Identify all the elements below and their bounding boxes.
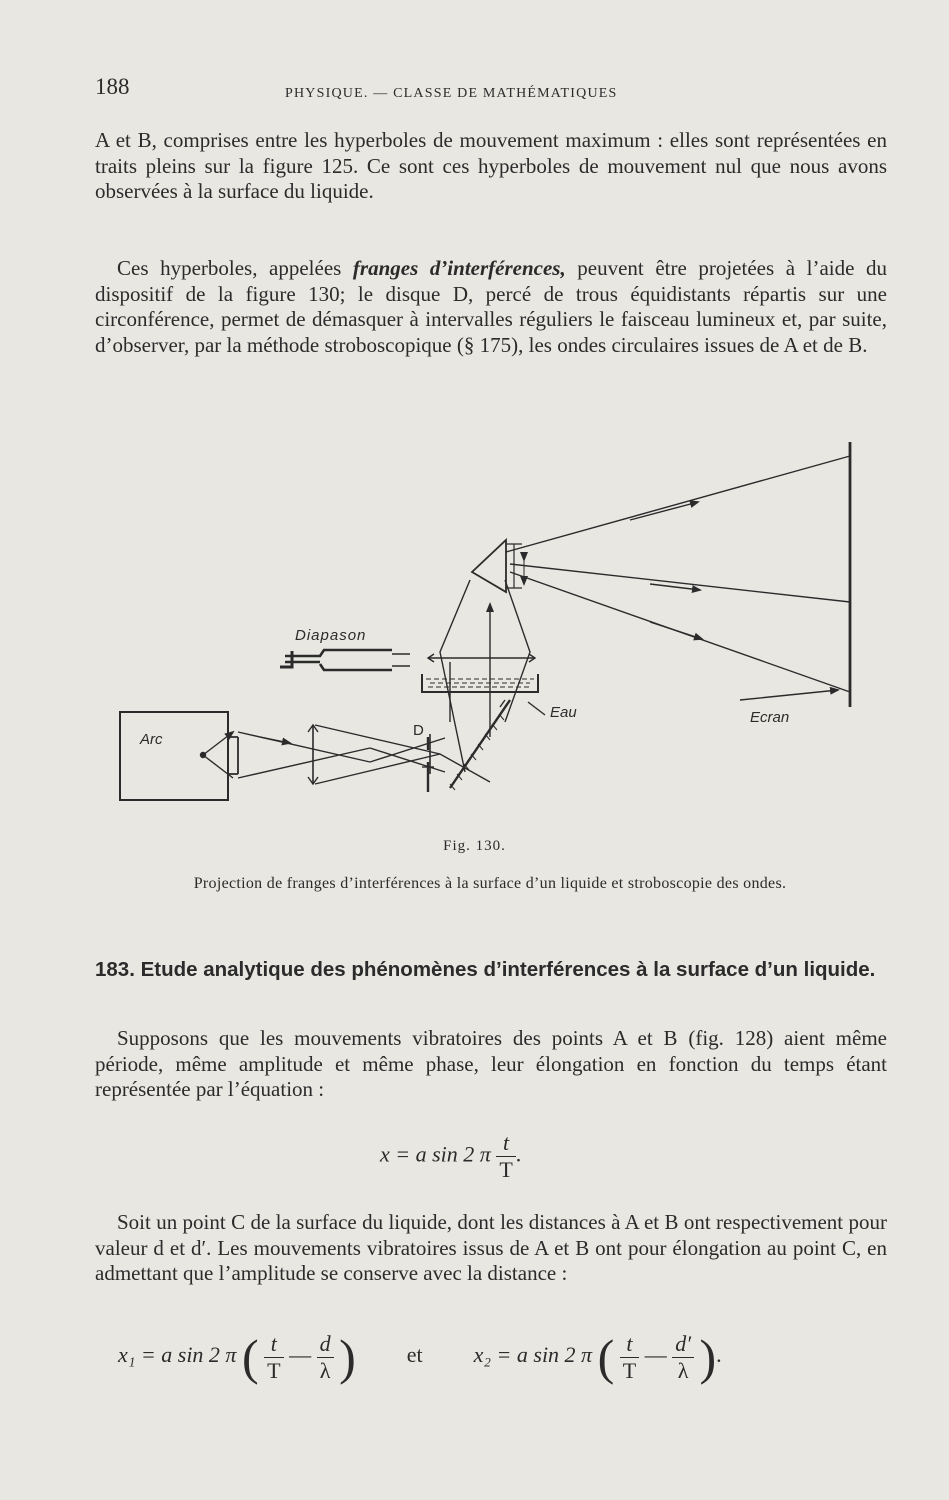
equation-2-right-minus: —	[644, 1342, 667, 1368]
equation-2-right-close-paren: )	[699, 1329, 717, 1385]
ecran-label: Ecran	[750, 709, 790, 726]
equation-2	[118, 1328, 878, 1398]
equation-1	[380, 1130, 521, 1190]
equation-2-left-open-paren: (	[241, 1329, 259, 1385]
equation-2-right-dprime: d′	[672, 1331, 694, 1358]
paragraph-2-start: Ces hyperboles, appelées	[117, 256, 353, 280]
arc-lamp-box	[120, 712, 228, 800]
equation-2-right-T: T	[622, 1357, 637, 1383]
tuning-fork	[285, 650, 392, 670]
equation-2-right-lambda: λ	[677, 1357, 689, 1383]
diapason-label: Diapason	[295, 627, 367, 644]
equation-1-fraction	[496, 1130, 515, 1183]
equation-2-right-lhs: x₂ = a sin 2 π	[473, 1342, 593, 1368]
paragraph-3-text: Supposons que les mouvements vibratoires des points A et B (fig. 128) aient même période, même amplitude et même phase, leur élongation en fonction du temps étant représentée par l’équation :	[95, 1026, 887, 1101]
equation-2-left-lhs: x₁ = a sin 2 π	[118, 1342, 237, 1368]
figure-number: Fig. 130.	[443, 838, 506, 854]
paragraph-4-text: Soit un point C de la surface du liquide, dont les distances à A et B ont respectivement pour valeur d et d′. Les mouvements vibratoires issus de A et B ont pour élongation au point C, en admettant que l’amplitude se conserve avec la distance :	[95, 1210, 887, 1285]
section-heading: 183. Etude analytique des phénomènes d’interférences à la surface d’un liquide.	[95, 958, 876, 981]
page-number: 188	[95, 74, 130, 99]
equation-2-left-d: d	[317, 1331, 334, 1358]
equation-1-end: .	[515, 1141, 522, 1167]
prism	[472, 540, 506, 592]
arc-label: Arc	[140, 731, 163, 748]
equation-2-left-lambda: λ	[319, 1357, 331, 1383]
paragraph-3	[95, 1026, 887, 1103]
equation-1-lhs: x = a sin 2 π	[380, 1141, 491, 1167]
paragraph-4	[95, 1210, 887, 1287]
figure-caption: Projection de franges d’interférences à la surface d’un liquide et stroboscopie des ondes.	[193, 875, 787, 892]
figure-130-diagram	[110, 432, 870, 832]
equation-2-left-t: t	[264, 1331, 283, 1358]
equation-2-right-dprime-over-lambda	[672, 1331, 694, 1384]
equation-2-et: et	[406, 1342, 423, 1368]
paragraph-2	[95, 256, 887, 358]
equation-2-right-t-over-T	[620, 1331, 639, 1384]
equation-2-left-close-paren: )	[339, 1329, 356, 1385]
page-header	[95, 74, 895, 104]
equation-2-end: .	[716, 1342, 722, 1368]
eau-label: Eau	[550, 704, 577, 721]
equation-2-right-t: t	[620, 1331, 639, 1358]
equation-2-left-T: T	[267, 1357, 281, 1383]
equation-1-denominator: T	[499, 1157, 513, 1182]
disk-label: D	[413, 722, 424, 739]
paragraph-2-rest: peuvent être projetées à l’aide du dispositif de la figure 130; le disque D, percé de trous équidistants répartis sur une circonférence, permet de démasquer à intervalles réguliers le faisceau lumineux et, par suite, d’observer, par la méthode stroboscopique (§ 175), les ondes circulaires issues de A et de B.	[95, 256, 887, 357]
condenser-lens	[228, 737, 238, 774]
equation-2-left-t-over-T	[264, 1331, 283, 1384]
paragraph-1: A et B, comprises entre les hyperboles de mouvement maximum : elles sont représentées en traits pleins sur la figure 125. Ce sont ces hyperboles de mouvement nul que nous avons observées à la surface du liquide.	[95, 128, 887, 203]
equation-2-right-open-paren: (	[597, 1329, 615, 1385]
equation-2-left-d-over-lambda	[317, 1331, 334, 1384]
running-head: PHYSIQUE. — CLASSE DE MATHÉMATIQUES	[285, 86, 618, 101]
equation-1-numerator: t	[496, 1130, 515, 1157]
paragraph-2-emphasis: franges d’interférences,	[352, 256, 566, 280]
equation-2-left-minus: —	[289, 1342, 312, 1368]
